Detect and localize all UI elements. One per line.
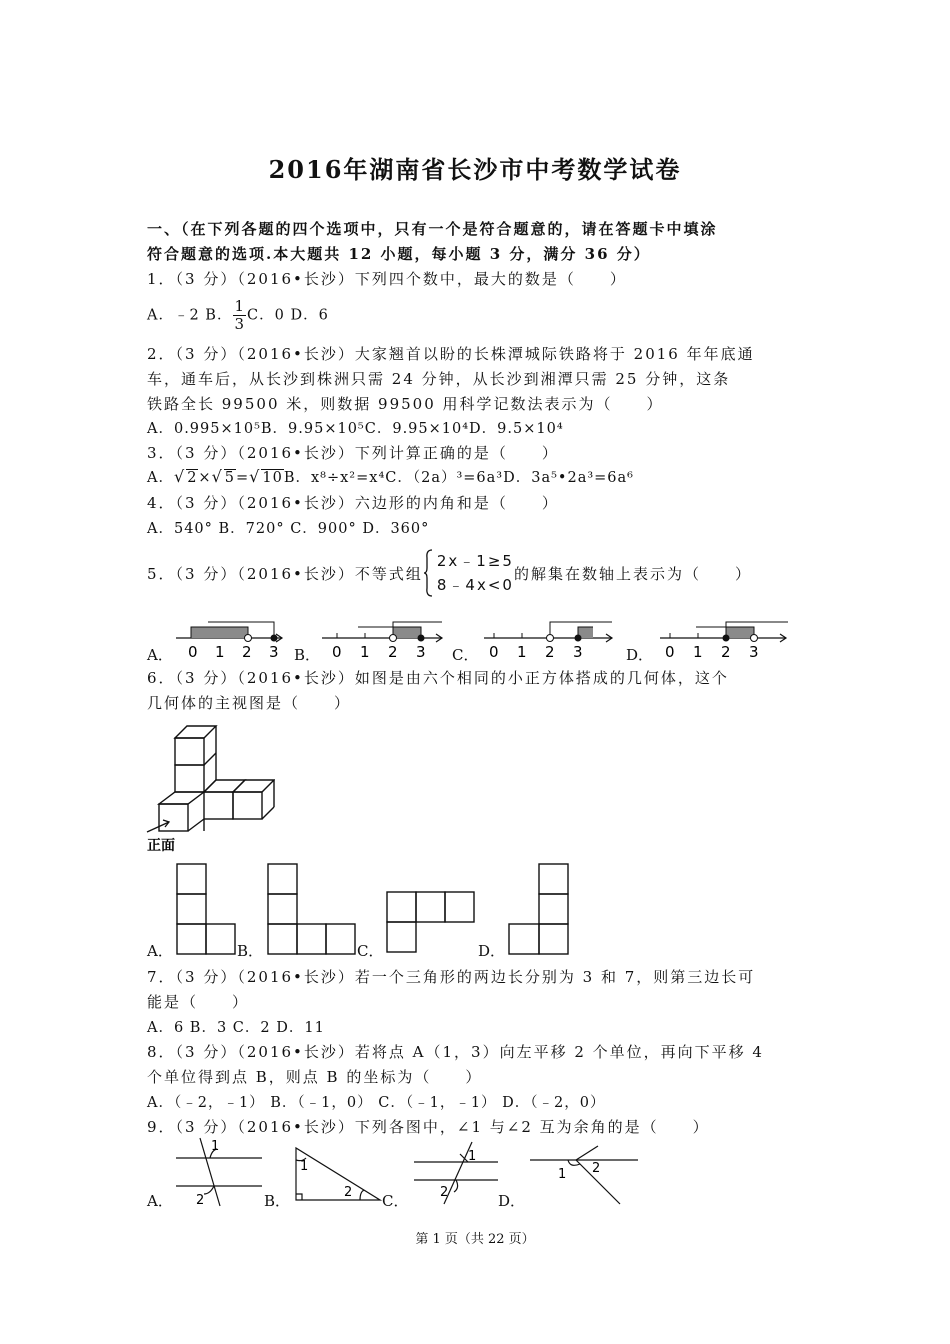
number-line-b bbox=[318, 612, 450, 662]
fraction-one-third: $\frac{1}{3}$ bbox=[234, 297, 246, 333]
sqrt-5: 5 bbox=[224, 470, 236, 486]
question-2-line2: 车，通车后，从长沙到株洲只需 24 分钟，从长沙到湘潭只需 25 分钟，这条 bbox=[147, 370, 731, 388]
svg-text:0: 0 bbox=[332, 643, 342, 661]
svg-text:2: 2 bbox=[721, 643, 731, 661]
number-line-c bbox=[480, 612, 620, 662]
svg-text:1: 1 bbox=[558, 1167, 567, 1182]
number-line-a bbox=[172, 612, 290, 662]
svg-text:2: 2 bbox=[440, 1185, 449, 1200]
number-line-d bbox=[656, 612, 796, 662]
question-9-stem: 9．（3 分）（2016•长沙）下列各图中，∠1 与∠2 互为余角的是（ ） bbox=[147, 1118, 710, 1136]
q6-label-a: A． bbox=[147, 942, 173, 960]
equals-sign: = bbox=[236, 470, 250, 486]
front-view-d bbox=[507, 862, 571, 956]
page-footer: 第 1 页（共 22 页） bbox=[415, 1232, 535, 1247]
svg-text:3: 3 bbox=[749, 643, 759, 661]
svg-text:1: 1 bbox=[360, 643, 370, 661]
q3-options-rest: B．x⁸÷x²=x⁴C．（2a）³=6a³D．3a⁵•2a³=6a⁶ bbox=[283, 470, 634, 486]
inequality-1: 2x﹣1≥5 bbox=[436, 552, 514, 570]
q6-label-b: B． bbox=[237, 942, 264, 960]
svg-text:1: 1 bbox=[693, 643, 703, 661]
q5-prefix: 5．（3 分）（2016•长沙）不等式组 bbox=[147, 564, 423, 583]
question-7-options: A．6 B．3 C．2 D．11 bbox=[147, 1020, 325, 1036]
question-2-options: A．0.995×10⁵B．9.95×10⁵C．9.95×10⁴D．9.5×10⁴ bbox=[147, 421, 564, 437]
svg-text:1: 1 bbox=[468, 1149, 477, 1164]
svg-text:1: 1 bbox=[215, 643, 225, 661]
front-view-b bbox=[266, 862, 358, 956]
question-2-line1: 2．（3 分）（2016•长沙）大家翘首以盼的长株潭城际铁路将于 2016 年年底通 bbox=[147, 345, 755, 363]
question-2-line3: 铁路全长 99500 米，则数据 99500 用科学记数法表示为（ ） bbox=[147, 395, 664, 413]
svg-text:2: 2 bbox=[388, 643, 398, 661]
sqrt-symbol: √ bbox=[173, 467, 186, 486]
inequality-2: 8﹣4x<0 bbox=[436, 576, 514, 594]
question-6-line2: 几何体的主视图是（ ） bbox=[147, 694, 352, 712]
inequality-system bbox=[433, 549, 514, 597]
question-7-line2: 能是（ ） bbox=[147, 993, 250, 1011]
q5-label-b: B． bbox=[294, 646, 321, 664]
section-heading-line2: 符合题意的选项.本大题共 12 小题，每小题 3 分，满分 36 分） bbox=[147, 245, 651, 263]
svg-text:1: 1 bbox=[211, 1139, 220, 1154]
front-label: 正面 bbox=[147, 838, 175, 854]
angle-figure-c bbox=[410, 1140, 502, 1206]
times-sign: × bbox=[198, 470, 212, 486]
sqrt-symbol: √ bbox=[249, 467, 261, 486]
question-7-line1: 7．（3 分）（2016•长沙）若一个三角形的两边长分别为 3 和 7，则第三边长可 bbox=[147, 968, 756, 986]
angle-figure-b bbox=[288, 1140, 384, 1204]
question-8-options: A．（﹣2，﹣1） B．（﹣1，0） C．（﹣1，﹣1） D．（﹣2，0） bbox=[147, 1095, 606, 1111]
angle-figure-d bbox=[528, 1144, 640, 1206]
q6-label-c: C． bbox=[357, 942, 384, 960]
svg-text:0: 0 bbox=[665, 643, 675, 661]
svg-text:2: 2 bbox=[545, 643, 555, 661]
q9-label-c: C． bbox=[382, 1192, 409, 1210]
svg-text:1: 1 bbox=[300, 1159, 309, 1174]
question-3-stem: 3．（3 分）（2016•长沙）下列计算正确的是（ ） bbox=[147, 444, 559, 462]
page-title: 2016年湖南省长沙市中考数学试卷 bbox=[268, 155, 682, 184]
cube-solid-figure bbox=[145, 718, 275, 858]
svg-text:3: 3 bbox=[269, 643, 279, 661]
question-4-options: A．540° B．720° C．900° D．360° bbox=[147, 521, 430, 537]
question-8-line1: 8．（3 分）（2016•长沙）若将点 A（1，3）向左平移 2 个单位，再向下平移 4 bbox=[147, 1043, 764, 1061]
front-view-c bbox=[385, 890, 479, 956]
q9-label-d: D． bbox=[498, 1192, 526, 1210]
q1-option-rest: C．0 D．6 bbox=[247, 307, 329, 324]
question-1-options bbox=[147, 298, 329, 333]
q9-label-b: B． bbox=[264, 1192, 291, 1210]
svg-text:2: 2 bbox=[196, 1193, 205, 1208]
question-4-stem: 4．（3 分）（2016•长沙）六边形的内角和是（ ） bbox=[147, 494, 559, 512]
question-5-stem bbox=[147, 548, 752, 604]
svg-text:2: 2 bbox=[592, 1161, 601, 1176]
svg-text:0: 0 bbox=[489, 643, 499, 661]
svg-text:2: 2 bbox=[344, 1185, 353, 1200]
q3-option-a-label: A． bbox=[147, 470, 174, 486]
front-view-a bbox=[175, 862, 237, 956]
q5-suffix: 的解集在数轴上表示为（ ） bbox=[513, 564, 752, 583]
q5-label-a: A． bbox=[147, 646, 173, 664]
svg-text:0: 0 bbox=[188, 643, 198, 661]
svg-text:2: 2 bbox=[242, 643, 252, 661]
sqrt-10: 10 bbox=[262, 470, 283, 486]
svg-text:3: 3 bbox=[573, 643, 583, 661]
q1-option-a: A．﹣2 B． bbox=[147, 307, 233, 324]
q6-label-d: D． bbox=[478, 942, 506, 960]
svg-text:1: 1 bbox=[517, 643, 527, 661]
section-heading-line1: 一、（在下列各题的四个选项中，只有一个是符合题意的，请在答题卡中填涂 bbox=[147, 220, 718, 238]
question-3-options bbox=[147, 466, 634, 487]
svg-text:3: 3 bbox=[416, 643, 426, 661]
q5-label-c: C． bbox=[452, 646, 479, 664]
sqrt-symbol: √ bbox=[211, 467, 223, 486]
question-6-line1: 6．（3 分）（2016•长沙）如图是由六个相同的小正方体搭成的几何体，这个 bbox=[147, 669, 729, 687]
angle-figure-a bbox=[172, 1136, 264, 1208]
sqrt-2: 2 bbox=[187, 470, 198, 486]
q9-label-a: A． bbox=[147, 1192, 173, 1210]
brace-icon bbox=[423, 548, 433, 598]
q5-label-d: D． bbox=[626, 646, 654, 664]
question-8-line2: 个单位得到点 B，则点 B 的坐标为（ ） bbox=[147, 1068, 483, 1086]
question-1-stem: 1．（3 分）（2016•长沙）下列四个数中，最大的数是（ ） bbox=[147, 270, 627, 288]
